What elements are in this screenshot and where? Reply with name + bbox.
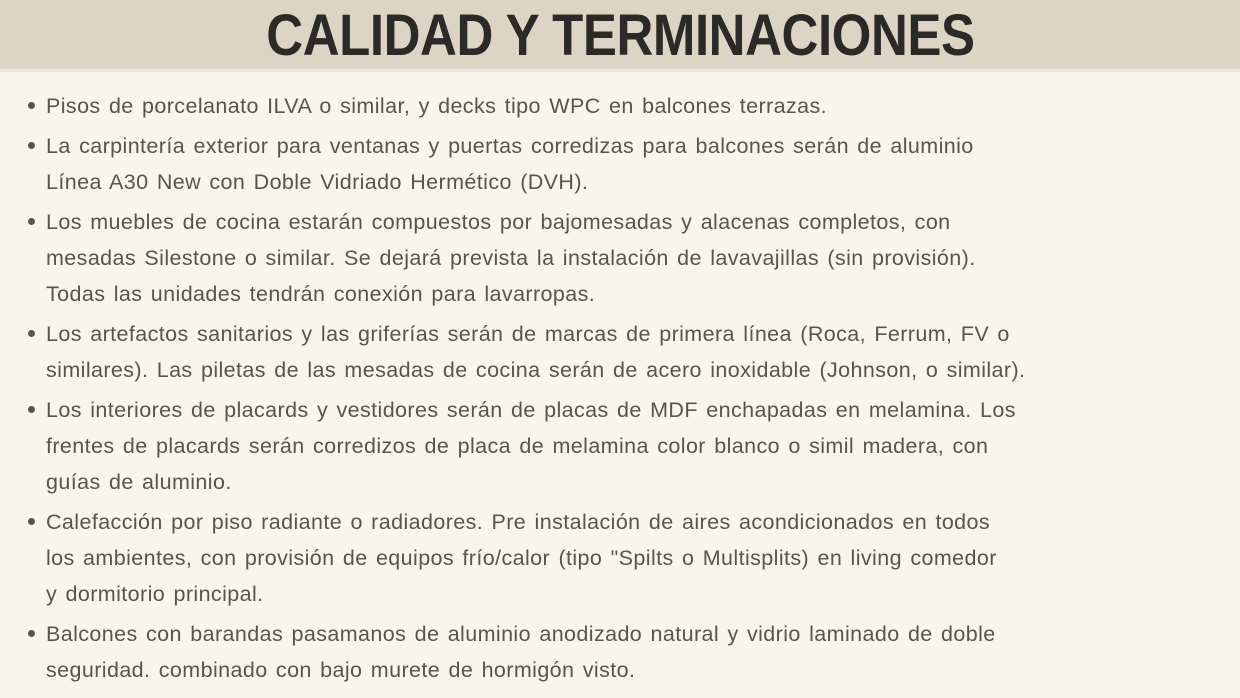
bullet-text: [46, 504, 997, 612]
list-item: [28, 616, 1222, 688]
header: [0, 0, 1240, 72]
bullet-icon: [28, 630, 35, 637]
text-line: los ambientes, con provisión de equipos frío/calor (tipo "Spilts o Multisplits) en living comedor: [46, 546, 997, 570]
text-line: Línea A30 New con Doble Vidriado Hermético (DVH).: [46, 170, 589, 194]
text-line: Los muebles de cocina estarán compuestos por bajomesadas y alacenas completos, con: [46, 210, 951, 234]
text-line: similares). Las piletas de las mesadas de cocina serán de acero inoxidable (Johnson, o similar).: [46, 358, 1026, 382]
bullet-text: [46, 316, 1025, 388]
text-line: y dormitorio principal.: [46, 582, 264, 606]
list-item: [28, 316, 1222, 388]
list-item: [28, 204, 1222, 312]
text-line: Todas las unidades tendrán conexión para lavarropas.: [46, 282, 596, 306]
text-line: seguridad. combinado con bajo murete de hormigón visto.: [46, 658, 636, 682]
bullet-icon: [28, 142, 35, 149]
bullet-icon: [28, 330, 35, 337]
bullet-icon: [28, 406, 35, 413]
list-item: [28, 392, 1222, 500]
bullet-icon: [28, 218, 35, 225]
bullet-text: [46, 616, 996, 688]
bullet-list: [0, 72, 1240, 688]
content: [0, 72, 1240, 688]
list-item: [28, 88, 1222, 124]
list-item: [28, 128, 1222, 200]
text-line: La carpintería exterior para ventanas y puertas corredizas para balcones serán de aluminio: [46, 134, 974, 158]
text-line: Pisos de porcelanato ILVA o similar, y decks tipo WPC en balcones terrazas.: [46, 94, 827, 118]
text-line: guías de aluminio.: [46, 470, 232, 494]
list-item: [28, 504, 1222, 612]
text-line: frentes de placards serán corredizos de placa de melamina color blanco o simil madera, con: [46, 434, 989, 458]
bullet-text: [46, 128, 974, 200]
bullet-text: [46, 88, 827, 124]
bullet-text: [46, 392, 1016, 500]
bullet-text: [46, 204, 976, 312]
bullet-icon: [28, 102, 35, 109]
page-title: CALIDAD Y TERMINACIONES: [265, 3, 975, 68]
bullet-icon: [28, 518, 35, 525]
text-line: Los interiores de placards y vestidores serán de placas de MDF enchapadas en melamina. Los: [46, 398, 1016, 422]
text-line: mesadas Silestone o similar. Se dejará prevista la instalación de lavavajillas (sin provisión).: [46, 246, 976, 270]
text-line: Calefacción por piso radiante o radiadores. Pre instalación de aires acondicionados en todos: [46, 510, 991, 534]
text-line: Los artefactos sanitarios y las griferías serán de marcas de primera línea (Roca, Ferrum, FV o: [46, 322, 1010, 346]
text-line: Balcones con barandas pasamanos de aluminio anodizado natural y vidrio laminado de doble: [46, 622, 996, 646]
